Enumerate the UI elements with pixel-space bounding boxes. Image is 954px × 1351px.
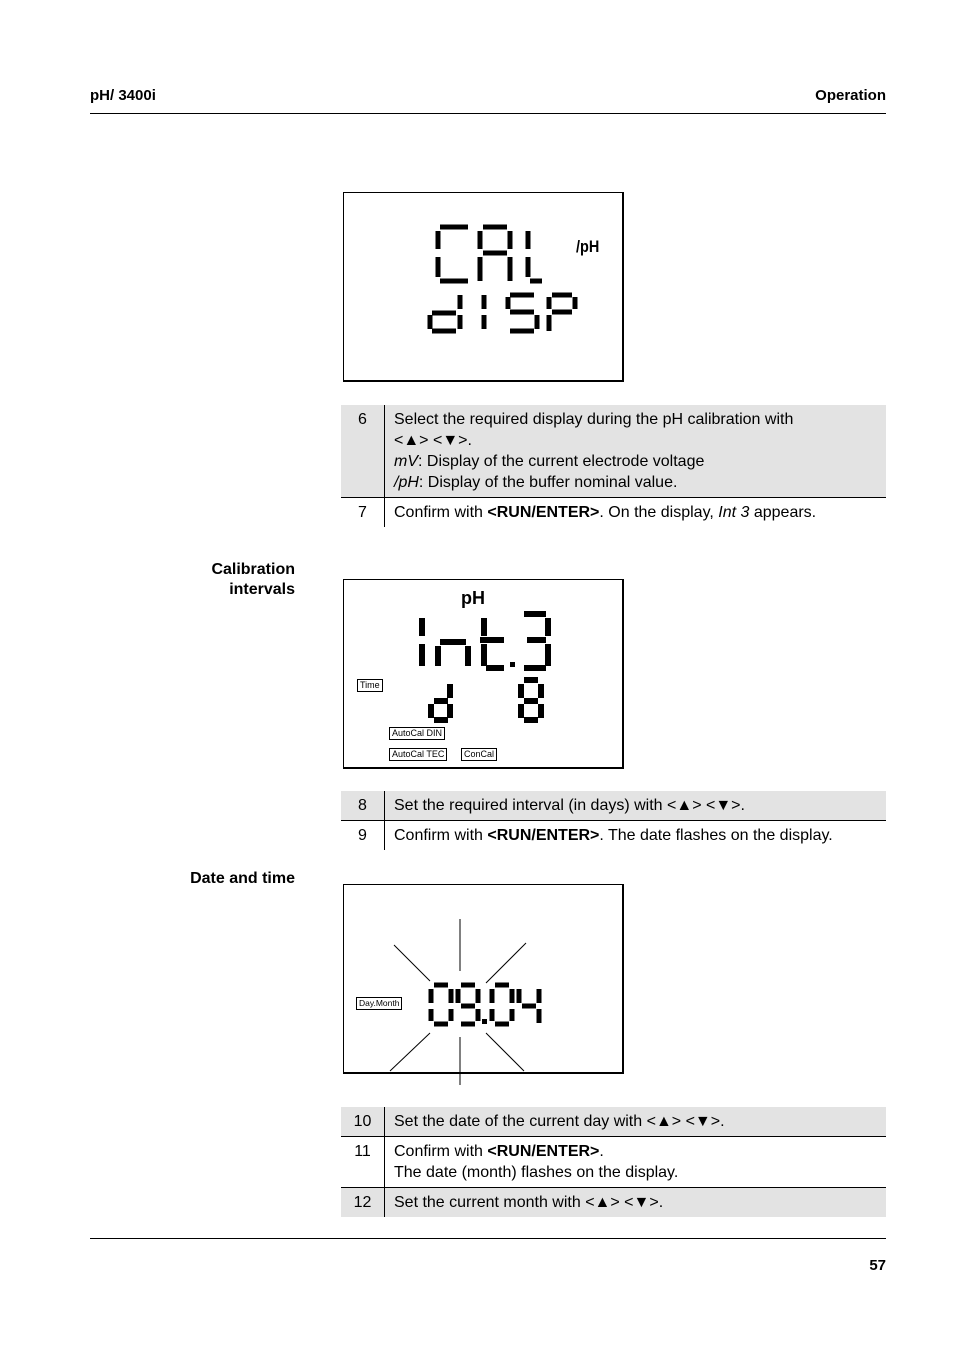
tag-autocal-din: AutoCal DIN xyxy=(389,727,445,740)
footer-rule xyxy=(90,1238,886,1239)
steps-table-a xyxy=(341,405,886,527)
step-number: 9 xyxy=(341,821,385,851)
unit-label-ph: /pH xyxy=(576,237,600,256)
step-number: 7 xyxy=(341,498,385,528)
step-number: 10 xyxy=(341,1107,385,1137)
step-number: 11 xyxy=(341,1137,385,1188)
table-row xyxy=(341,1107,886,1137)
header-rule xyxy=(90,113,886,114)
section-heading-date: Date and time xyxy=(190,870,295,887)
header-model: pH/ 3400i xyxy=(90,87,156,104)
step-text: Set the required interval (in days) with <▲> <▼>. xyxy=(385,791,887,821)
segment-digits-date xyxy=(344,885,622,1072)
table-row xyxy=(341,821,886,851)
lcd-display-cal xyxy=(343,192,624,382)
tag-autocal-tec: AutoCal TEC xyxy=(389,748,447,761)
steps-table-b xyxy=(341,791,886,850)
page-number: 57 xyxy=(869,1257,886,1274)
tag-concal: ConCal xyxy=(461,748,497,761)
unit-label-ph: pH xyxy=(461,588,485,608)
step-text: Confirm with <RUN/ENTER>. The date flashes on the display. xyxy=(385,821,887,851)
header-section: Operation xyxy=(815,87,886,104)
table-row xyxy=(341,1188,886,1218)
step-text: Set the current month with <▲> <▼>. xyxy=(385,1188,887,1218)
table-row xyxy=(341,405,886,498)
tag-day-month: Day.Month xyxy=(356,997,402,1010)
lcd-display-date xyxy=(343,884,624,1074)
segment-digits-cal xyxy=(344,193,622,380)
tag-time: Time xyxy=(357,679,383,692)
step-text: Select the required display during the pH calibration with <▲> <▼>. mV: Display of the current electrode voltage /pH: Display of the buffer nominal value. xyxy=(385,405,887,498)
segment-digits-interval xyxy=(344,580,622,767)
steps-table-c xyxy=(341,1107,886,1217)
lcd-display-interval xyxy=(343,579,624,769)
step-number: 12 xyxy=(341,1188,385,1218)
section-heading-calibration: Calibration intervals xyxy=(211,561,295,598)
step-text: Confirm with <RUN/ENTER>. On the display, Int 3 appears. xyxy=(385,498,887,528)
table-row xyxy=(341,1137,886,1188)
table-row xyxy=(341,791,886,821)
step-text: Confirm with <RUN/ENTER>. The date (month) flashes on the display. xyxy=(385,1137,887,1188)
step-text: Set the date of the current day with <▲> <▼>. xyxy=(385,1107,887,1137)
step-number: 6 xyxy=(341,405,385,498)
step-number: 8 xyxy=(341,791,385,821)
table-row xyxy=(341,498,886,528)
